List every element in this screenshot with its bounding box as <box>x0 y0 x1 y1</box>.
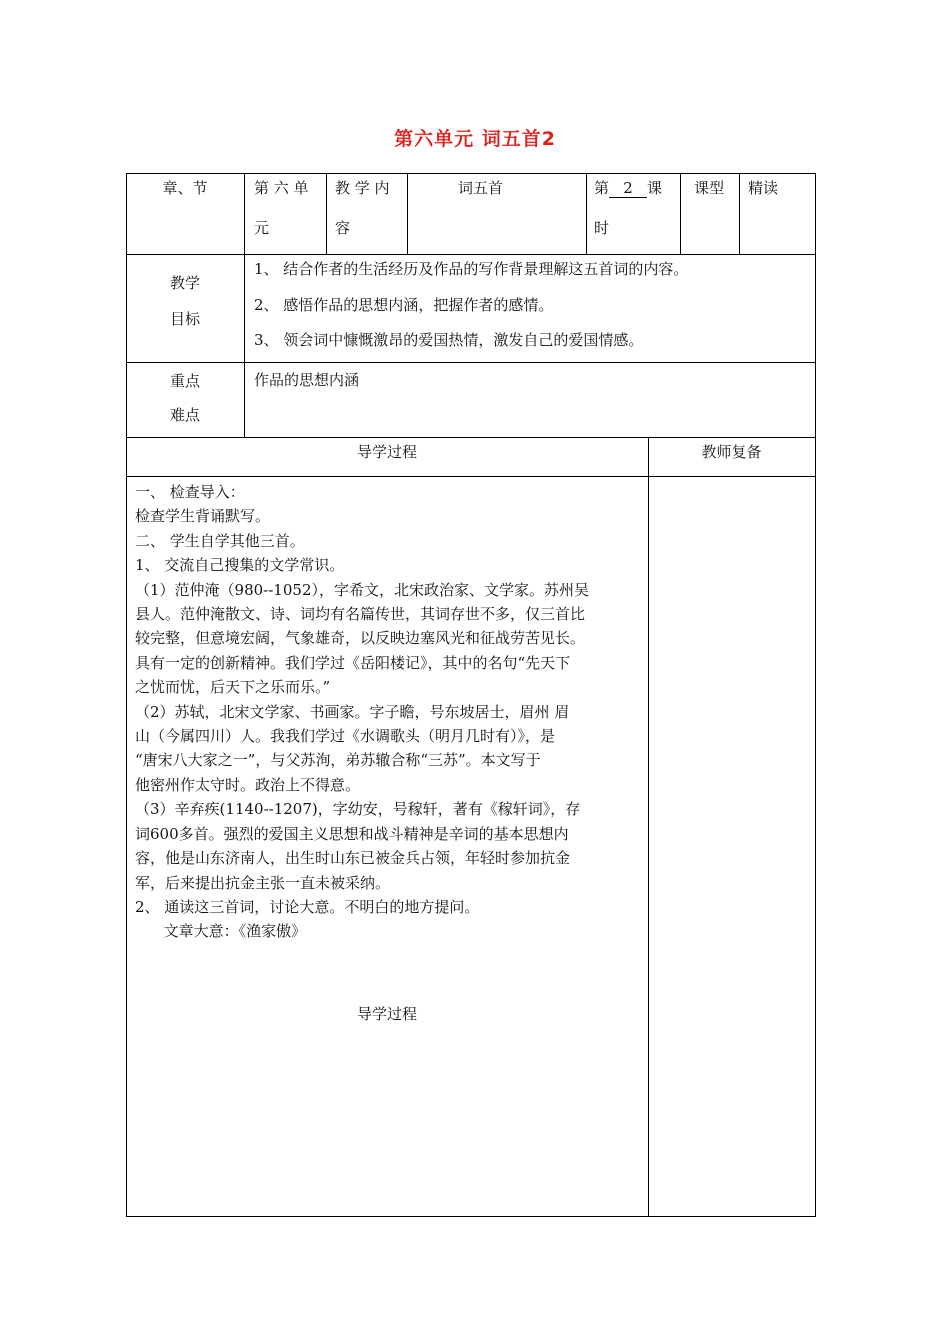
body-line: 他密州作太守时。政治上不得意。 <box>135 775 361 794</box>
type-value: 精读 <box>748 179 779 197</box>
focus-label-line2: 难点 <box>169 406 200 424</box>
content-value: 词五首 <box>458 179 504 197</box>
page-title: 第六单元 词五首2 <box>394 128 556 150</box>
unit-value-line1: 第 六 单 <box>254 179 309 197</box>
body-line: 山（今属四川）人。我我们学过《水调歌头（明月几时有）》，是 <box>135 727 556 746</box>
bottom-heading: 导学过程 <box>356 1005 417 1023</box>
type-label: 课型 <box>694 179 725 197</box>
lesson-line2: 时 <box>594 219 610 237</box>
content-label-line2: 容 <box>335 219 351 237</box>
body-line: （3）辛弃疾(1140--1207)，字幼安，号稼轩，著有《稼轩词》，存 <box>135 800 581 819</box>
process-header-right: 教师复备 <box>701 443 762 461</box>
content-label-line1: 教 学 内 <box>335 179 390 197</box>
focus-value: 作品的思想内涵 <box>254 371 360 389</box>
goals-label-line1: 教学 <box>169 274 200 292</box>
process-body <box>135 480 641 944</box>
body-line: 二、 学生自学其他三首。 <box>135 531 305 550</box>
body-line: 文章大意：《渔家傲》 <box>135 922 307 941</box>
body-line: 词600多首。强烈的爱国主义思想和战斗精神是辛词的基本思想内 <box>135 824 569 843</box>
process-header-left: 导学过程 <box>356 443 417 461</box>
body-line: （2）苏轼，北宋文学家、书画家。字子瞻，号东坡居士，眉州 眉 <box>135 702 570 721</box>
body-line: 之忧而忧，后天下之乐而乐。” <box>135 678 331 697</box>
focus-label-line1: 重点 <box>169 372 200 390</box>
body-line: 检查学生背诵默写。 <box>135 507 271 526</box>
lesson-prefix: 第 <box>594 179 610 197</box>
body-line: 一、 检查导入： <box>135 483 245 501</box>
body-line: “唐宋八大家之一”，与父苏洵，弟苏辙合称“三苏”。本文写于 <box>135 751 541 770</box>
goals-label-line2: 目标 <box>169 310 200 328</box>
lesson-number: 2 <box>609 179 647 198</box>
goal-item: 3、 领会词中慷慨激昂的爱国热情，激发自己的爱国情感。 <box>254 331 644 349</box>
chapter-label: 章、节 <box>162 179 208 197</box>
lesson-number-field <box>594 168 662 208</box>
body-line: 具有一定的创新精神。我们学过《岳阳楼记》，其中的名句“先天下 <box>135 653 571 672</box>
body-line: 较完整，但意境宏阔，气象雄奇，以反映边塞风光和征战劳苦见长。 <box>135 629 586 648</box>
unit-value-line2: 元 <box>254 219 270 237</box>
body-line: 2、 通读这三首词，讨论大意。不明白的地方提问。 <box>135 897 480 916</box>
lesson-suffix: 课 <box>647 179 663 197</box>
body-line: 容，他是山东济南人，出生时山东已被金兵占领，年轻时参加抗金 <box>135 849 571 868</box>
body-line: 1、 交流自己搜集的文学常识。 <box>135 556 345 575</box>
body-line: 军，后来提出抗金主张一直未被采纳。 <box>135 873 391 892</box>
body-line: 县人。范仲淹散文、诗、词均有名篇传世，其词存世不多，仅三首比 <box>135 605 586 624</box>
goal-item: 2、 感悟作品的思想内涵，把握作者的感情。 <box>254 296 554 314</box>
goal-item: 1、 结合作者的生活经历及作品的写作背景理解这五首词的内容。 <box>254 260 689 278</box>
body-line: （1）范仲淹（980--1052），字希文，北宋政治家、文学家。苏州吴 <box>135 580 589 599</box>
